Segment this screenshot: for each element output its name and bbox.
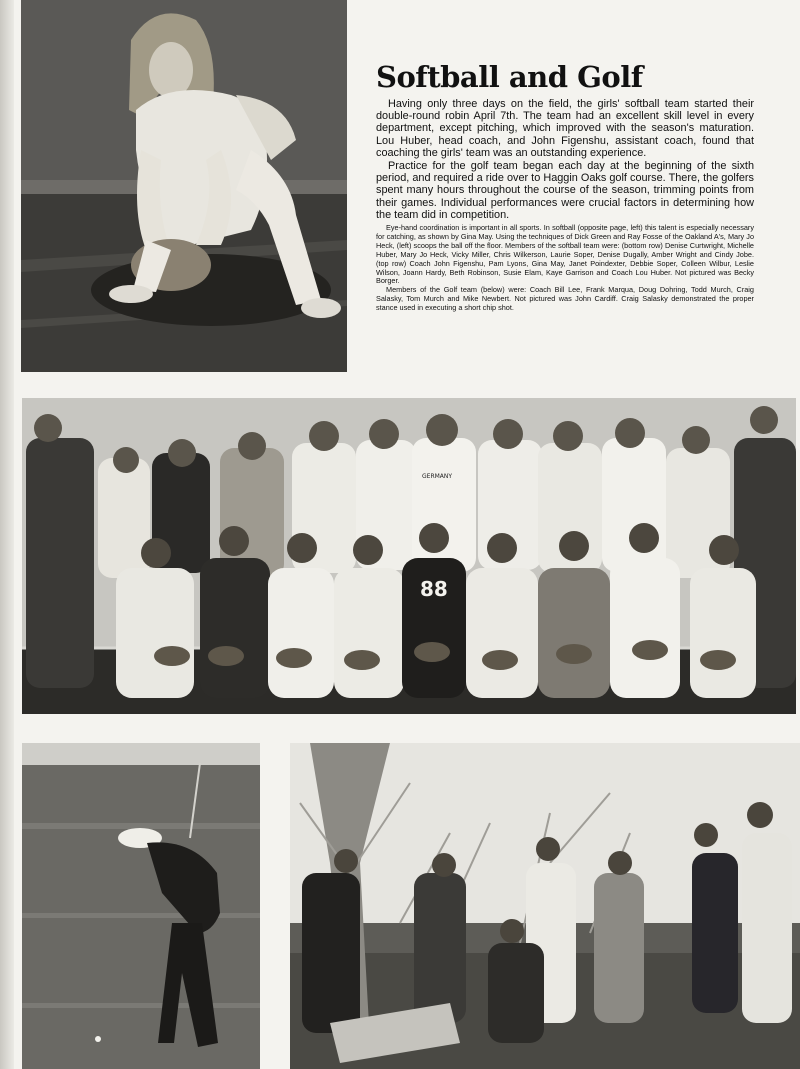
photo-caption-golf: Members of the Golf team (below) were: Coach Bill Lee, Frank Marqua, Doug Dohring, Todd Murch, Craig Salasky, Tom Murch and Mike Newbert. Not pictured was John Cardiff. Craig Salasky demonstrated the proper stance used in executing a short chip shot.	[376, 285, 754, 313]
softball-player-photo	[21, 0, 347, 372]
jersey-number: 88	[420, 577, 448, 601]
page-binding-edge	[0, 0, 14, 1069]
photo-caption-softball: Eye-hand coordination is important in all sports. In softball (opposite page, left) this talent is especially necessary for catching, as shown by Gina May. Using the techniques of Dick Green and Ray Fosse of the Oakland A's, Mary Jo Heck, (left) scoops the ball off the floor. Members of the softball team were: (bottom row) Denise Curtwright, Michelle Huber, Mary Jo Heck, Vicky Miller, Chris Wilkerson, Laurie Soper, Denise Dugally, Amber Wright and Cindy Jobe. (top row) Coach John Figenshu, Pam Lyons, Gina May, Janet Poindexter, Debbie Soper, Colleen Wilbur, Leslie Wilson, Joann Hardy, Beth Robinson, Susie Elam, Kaye Garrison and Coach Lou Huber. Not pictured was Becky Borger.	[376, 223, 754, 286]
article-text-block	[376, 60, 754, 313]
article-paragraph-2: Practice for the golf team began each day at the beginning of the sixth period, and required a ride over to Haggin Oaks golf course. There, the golfers spent many hours throughout the course of the season, trimming points from their games. Individual performances were crucial factors in determining how the team did in competition.	[376, 160, 754, 221]
article-paragraph-1: Having only three days on the field, the girls' softball team started their double-round robin April 7th. The team had an excellent skill level in every department, except pitching, which improved with the season's maturation. Lou Huber, head coach, and John Figenshu, assistant coach, found that coaching the girls' team was an outstanding experience.	[376, 98, 754, 159]
article-title: Softball and Golf	[376, 60, 643, 94]
golf-team-photo	[290, 743, 800, 1069]
softball-team-photo	[22, 398, 796, 714]
golfer-chip-shot-photo	[22, 743, 260, 1069]
shirt-text: GERMANY	[422, 473, 453, 480]
